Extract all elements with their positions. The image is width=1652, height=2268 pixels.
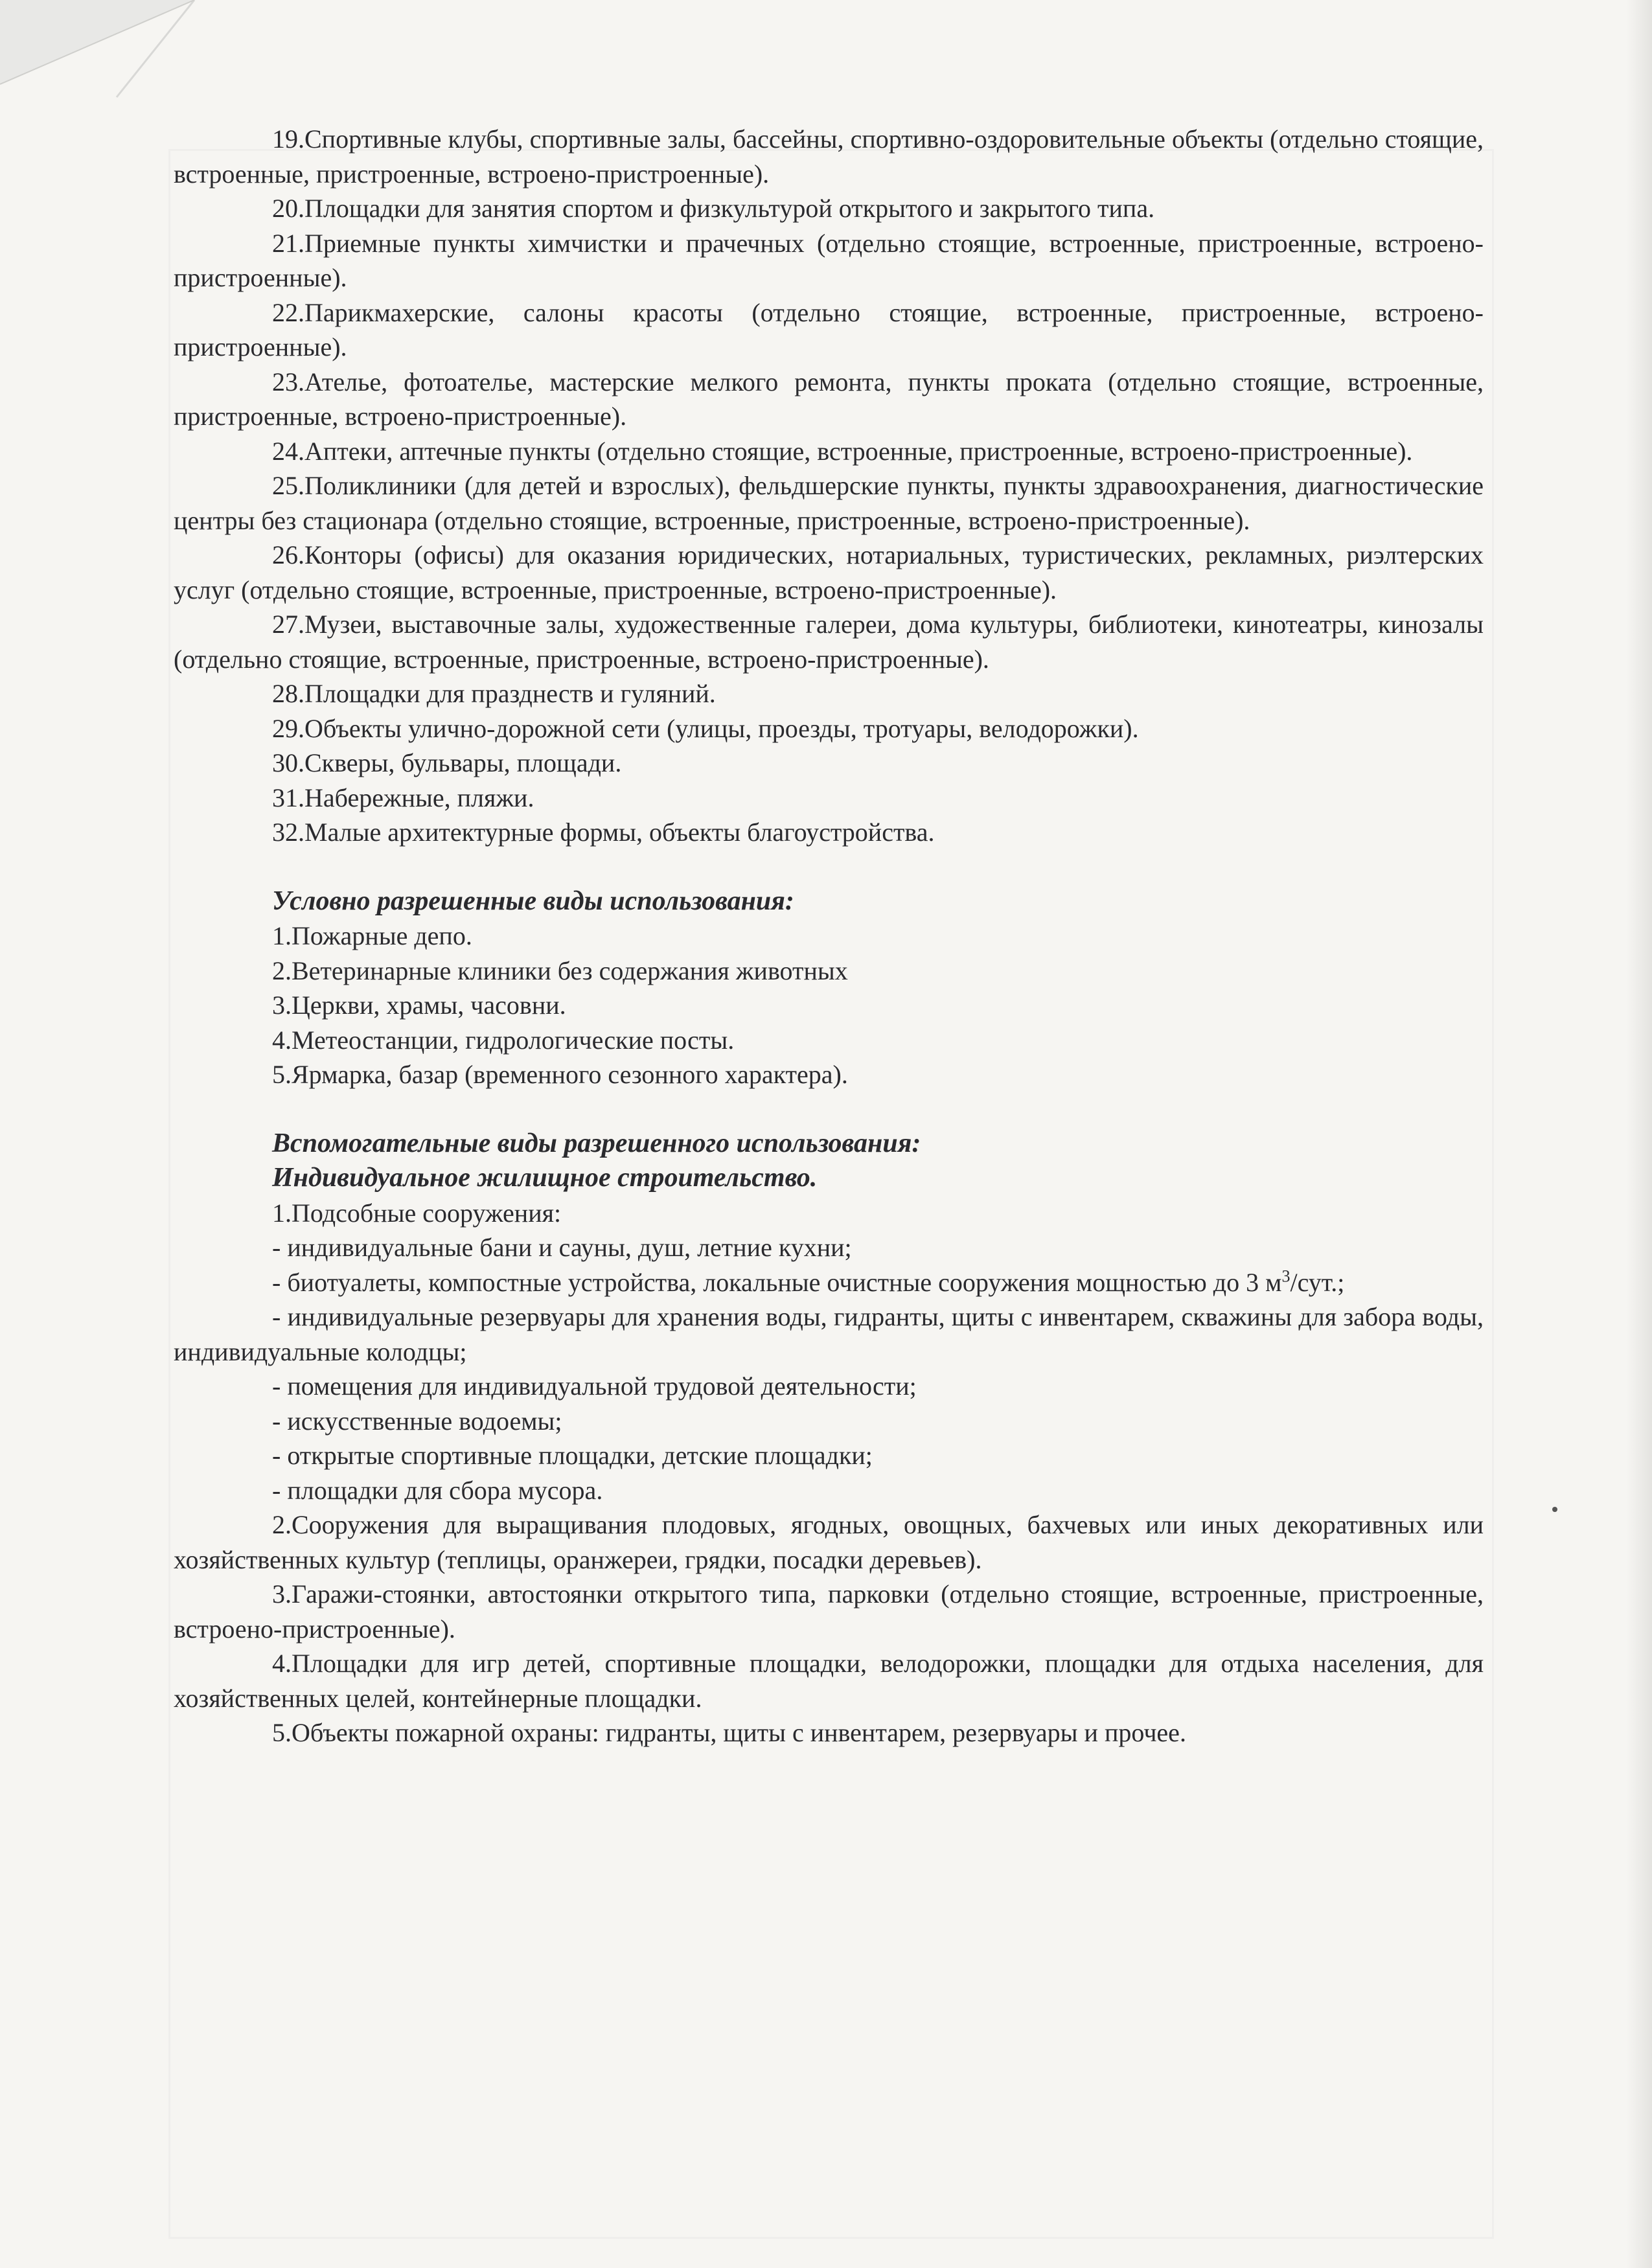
page-corner-fold [0, 0, 233, 130]
list-item: 30.Скверы, бульвары, площади. [272, 748, 622, 777]
list-item: 22.Парикмахерские, салоны красоты (отдельно стоящие, встроенные, пристроенные, встроено-пристроенные). [174, 297, 1484, 361]
list-item: 2.Ветеринарные клиники без содержания животных [272, 956, 848, 985]
list-item: 19.Спортивные клубы, спортивные залы, бассейны, спортивно-оздоровительные объекты (отдельно стоящие, встроенные, пристроенные, встроено-пристроенные). [174, 124, 1484, 189]
dash-item: - помещения для индивидуальной трудовой деятельности; [272, 1371, 917, 1401]
list-item: 24.Аптеки, аптечные пункты (отдельно стоящие, встроенные, пристроенные, встроено-пристроенные). [272, 436, 1413, 466]
list-item: 5.Ярмарка, базар (временного сезонного характера). [272, 1060, 848, 1089]
dash-item: - площадки для сбора мусора. [272, 1475, 603, 1505]
scan-dot [1552, 1507, 1557, 1512]
dash-item-text: - биотуалеты, компостные устройства, локальные очистные сооружения мощностью до 3 м [272, 1267, 1282, 1297]
list-item: 25.Поликлиники (для детей и взрослых), фельдшерские пункты, пункты здравоохранения, диагностические центры без стационара (отдельно стоящие, встроенные, пристроенные, встроено-пристроенные). [174, 471, 1484, 535]
list-item: 3.Церкви, храмы, часовни. [272, 991, 566, 1020]
list-item: 23.Ателье, фотоателье, мастерские мелкого ремонта, пункты проката (отдельно стоящие, встроенные, пристроенные, встроено-пристроенные). [174, 367, 1484, 431]
document-body [174, 122, 1484, 1750]
list-item: 4.Метеостанции, гидрологические посты. [272, 1025, 735, 1055]
list-item: 4.Площадки для игр детей, спортивные площадки, велодорожки, площадки для отдыха населения, для хозяйственных целей, контейнерные площадки. [174, 1649, 1484, 1713]
list-item: 32.Малые архитектурные формы, объекты благоустройства. [272, 818, 935, 847]
dash-item: - индивидуальные резервуары для хранения воды, гидранты, щиты с инвентарем, скважины для забора воды, индивидуальные колодцы; [174, 1302, 1484, 1366]
list-item: 2.Сооружения для выращивания плодовых, ягодных, овощных, бахчевых или иных декоративных или хозяйственных культур (теплицы, оранжереи, грядки, посадки деревьев). [174, 1510, 1484, 1574]
list-item: 29.Объекты улично-дорожной сети (улицы, проезды, тротуары, велодорожки). [272, 713, 1139, 743]
conditional-uses-heading: Условно разрешенные виды использования: [272, 886, 794, 916]
auxiliary-uses-heading: Вспомогательные виды разрешенного использования: [272, 1128, 921, 1158]
list-item: 21.Приемные пункты химчистки и прачечных (отдельно стоящие, встроенные, пристроенные, встроено-пристроенные). [174, 228, 1484, 292]
list-item: 3.Гаражи-стоянки, автостоянки открытого типа, парковки (отдельно стоящие, встроенные, пристроенные, встроено-пристроенные). [174, 1579, 1484, 1644]
dash-item: - индивидуальные бани и сауны, душ, летние кухни; [272, 1233, 852, 1262]
dash-item: - искусственные водоемы; [272, 1406, 562, 1436]
unit-tail: /сут.; [1290, 1267, 1345, 1297]
auxiliary-subheading: Индивидуальное жилищное строительство. [272, 1163, 818, 1193]
dash-item: - открытые спортивные площадки, детские площадки; [272, 1441, 873, 1470]
unit-superscript: 3 [1281, 1266, 1291, 1286]
list-item: 1.Подсобные сооружения: [272, 1198, 562, 1228]
dash-item-capacity [174, 1265, 1484, 1300]
page-edge-shadow [1626, 0, 1652, 2268]
list-item: 27.Музеи, выставочные залы, художественные галереи, дома культуры, библиотеки, кинотеатры, кинозалы (отдельно стоящие, встроенные, пристроенные, встроено-пристроенные). [174, 610, 1484, 674]
list-item: 26.Конторы (офисы) для оказания юридических, нотариальных, туристических, рекламных, риэлтерских услуг (отдельно стоящие, встроенные, пристроенные, встроено-пристроенные). [174, 540, 1484, 604]
list-item: 20.Площадки для занятия спортом и физкультурой открытого и закрытого типа. [272, 194, 1155, 223]
list-item: 28.Площадки для празднеств и гуляний. [272, 679, 716, 708]
list-item: 31.Набережные, пляжи. [272, 783, 534, 812]
list-item: 5.Объекты пожарной охраны: гидранты, щиты с инвентарем, резервуары и прочее. [272, 1718, 1186, 1747]
list-item: 1.Пожарные депо. [272, 921, 472, 950]
